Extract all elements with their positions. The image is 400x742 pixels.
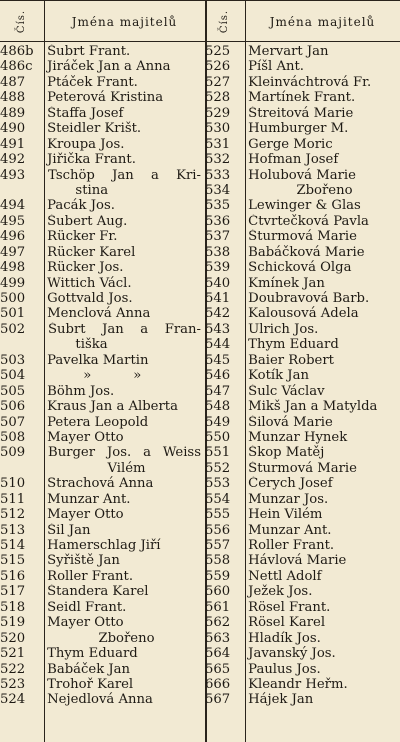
owner-name-word: a bbox=[151, 167, 159, 183]
house-number: 499 bbox=[0, 275, 26, 291]
left-register-column bbox=[0, 44, 205, 708]
table-row bbox=[0, 90, 205, 105]
table-row bbox=[205, 322, 400, 337]
owner-name: Kmínek Jan bbox=[248, 275, 325, 291]
table-row bbox=[205, 276, 400, 291]
owner-name bbox=[44, 445, 205, 460]
table-row bbox=[0, 507, 205, 522]
owner-name: stina bbox=[75, 182, 109, 198]
table-row bbox=[205, 44, 400, 59]
house-number: 535 bbox=[205, 198, 231, 214]
house-number: 561 bbox=[205, 599, 231, 615]
house-number: 527 bbox=[205, 74, 231, 90]
table-row bbox=[0, 121, 205, 136]
house-number: 541 bbox=[205, 291, 231, 306]
owner-name: Kroupa Jos. bbox=[47, 136, 125, 152]
owner-name: Munzar Ant. bbox=[47, 491, 131, 507]
table-row bbox=[0, 337, 205, 352]
owner-name: Peterová Kristina bbox=[47, 90, 164, 106]
owner-name: Píšl Ant. bbox=[248, 59, 304, 75]
table-row bbox=[0, 523, 205, 538]
owner-name: Šturmová Marie bbox=[248, 460, 357, 476]
table-row bbox=[205, 337, 400, 352]
house-number: 534 bbox=[205, 182, 231, 198]
owner-name: Jiráček Jan a Anna bbox=[47, 59, 171, 75]
house-number: 486c bbox=[0, 59, 33, 75]
table-row bbox=[0, 430, 205, 445]
table-row bbox=[0, 276, 205, 291]
owner-name: Strachová Anna bbox=[47, 476, 154, 492]
owner-name: Roller Frant. bbox=[47, 568, 134, 584]
house-number: 503 bbox=[0, 352, 26, 368]
owner-name: Čerych Josef bbox=[248, 476, 333, 492]
table-row bbox=[0, 353, 205, 368]
owner-name: Hájek Jan bbox=[248, 692, 314, 708]
house-number: 559 bbox=[205, 568, 231, 584]
owner-name: Mikš Jan a Matylda bbox=[248, 399, 378, 415]
house-number: 520 bbox=[0, 630, 26, 646]
table-row bbox=[205, 306, 400, 321]
owner-name-word: Tschöp bbox=[48, 167, 95, 183]
house-number: 521 bbox=[0, 646, 26, 662]
house-number: 522 bbox=[0, 661, 26, 677]
table-row bbox=[0, 631, 205, 646]
owner-name: Šubert Aug. bbox=[47, 213, 128, 229]
house-number: 493 bbox=[0, 167, 26, 183]
owner-name: Hamerschlag Jiří bbox=[47, 538, 161, 553]
table-row bbox=[205, 430, 400, 445]
owner-name: Šturmová Marie bbox=[248, 229, 357, 245]
table-row bbox=[0, 368, 205, 383]
house-number: 544 bbox=[205, 337, 231, 353]
owner-name: Zbořeno bbox=[98, 630, 155, 646]
house-number: 512 bbox=[0, 507, 26, 523]
house-number: 505 bbox=[0, 383, 26, 399]
owner-name: Pacák Jos. bbox=[47, 198, 115, 214]
owner-name: Baier Robert bbox=[248, 352, 334, 368]
house-number: 551 bbox=[205, 445, 231, 461]
owner-name: Rücker Jos. bbox=[47, 260, 124, 276]
owner-name: » » bbox=[83, 368, 142, 384]
house-number: 539 bbox=[205, 260, 231, 276]
house-number: 555 bbox=[205, 507, 231, 523]
house-number: 494 bbox=[0, 198, 26, 214]
owner-name: Ježek Jos. bbox=[248, 584, 313, 600]
house-number: 497 bbox=[0, 244, 26, 260]
owner-name: Hofman Josef bbox=[248, 152, 339, 168]
house-number bbox=[0, 183, 35, 198]
house-number: 540 bbox=[205, 275, 231, 291]
table-row bbox=[0, 306, 205, 321]
house-number bbox=[0, 461, 44, 476]
table-row bbox=[205, 90, 400, 105]
table-row bbox=[205, 137, 400, 152]
owner-name: Rücker Karel bbox=[47, 244, 136, 260]
owner-name: Menclová Anna bbox=[47, 306, 151, 322]
owner-name-word: Burger bbox=[48, 445, 96, 461]
owner-name: Lewinger & Glas bbox=[248, 198, 361, 214]
owner-name: Vilém bbox=[107, 460, 146, 476]
house-number: 547 bbox=[205, 383, 231, 399]
owner-name: Mayer Otto bbox=[47, 507, 124, 523]
house-number: 562 bbox=[205, 615, 231, 631]
table-row bbox=[0, 291, 205, 306]
owner-name: Štaffa Josef bbox=[47, 105, 124, 121]
table-row bbox=[205, 399, 400, 414]
table-row bbox=[205, 152, 400, 167]
house-number: 490 bbox=[0, 121, 26, 137]
number-column-header-left: Čís. bbox=[16, 9, 28, 34]
owner-name-word: Jos. bbox=[106, 445, 132, 461]
house-number: 560 bbox=[205, 584, 231, 600]
owner-name: Thym Eduard bbox=[47, 646, 138, 662]
house-number: 509 bbox=[0, 445, 26, 461]
house-number: 508 bbox=[0, 429, 26, 445]
house-number: 523 bbox=[0, 676, 26, 692]
owner-name: Škop Matěj bbox=[248, 445, 325, 461]
house-number: 514 bbox=[0, 538, 26, 553]
house-number: 565 bbox=[205, 661, 231, 677]
house-number: 548 bbox=[205, 399, 231, 415]
house-number: 542 bbox=[205, 306, 231, 322]
table-row bbox=[0, 399, 205, 414]
house-number: 530 bbox=[205, 121, 231, 137]
house-number: 563 bbox=[205, 630, 231, 646]
house-number: 554 bbox=[205, 491, 231, 507]
table-row bbox=[205, 183, 400, 198]
owner-name: Ptáček Frant. bbox=[47, 74, 138, 90]
owner-name bbox=[44, 322, 205, 337]
owner-name: tiška bbox=[75, 337, 108, 353]
house-number: 545 bbox=[205, 352, 231, 368]
owner-name: Gottvald Jos. bbox=[47, 291, 133, 306]
house-number: 666 bbox=[205, 676, 231, 692]
owner-name-word: Šubrt bbox=[48, 321, 86, 337]
owner-name: Mervart Jan bbox=[248, 44, 329, 59]
owner-name bbox=[44, 168, 205, 183]
owner-name: Munzar Hynek bbox=[248, 429, 348, 445]
house-number: 506 bbox=[0, 399, 26, 415]
table-row bbox=[205, 106, 400, 121]
table-row bbox=[205, 631, 400, 646]
owner-name: Hein Vilém bbox=[248, 507, 323, 523]
owner-name: Martínek Frant. bbox=[248, 90, 356, 106]
table-row bbox=[0, 152, 205, 167]
table-row bbox=[0, 492, 205, 507]
house-number: 517 bbox=[0, 584, 26, 600]
table-row bbox=[0, 476, 205, 491]
house-number: 519 bbox=[0, 615, 26, 631]
house-number: 507 bbox=[0, 414, 26, 430]
owner-name: Gerge Moric bbox=[248, 136, 333, 152]
house-number: 524 bbox=[0, 692, 26, 708]
owner-name: Pavelka Martin bbox=[47, 352, 149, 368]
owner-name: Nettl Adolf bbox=[248, 568, 322, 584]
table-row bbox=[205, 615, 400, 630]
table-row bbox=[205, 198, 400, 213]
house-number: 515 bbox=[0, 553, 26, 569]
name-column-header-left: Jména majitelů bbox=[71, 14, 178, 29]
owner-name: Babáček Jan bbox=[47, 661, 131, 677]
name-column-header-right: Jména majitelů bbox=[269, 14, 376, 29]
table-row bbox=[0, 44, 205, 59]
table-row bbox=[205, 553, 400, 568]
owner-name-word: Kri- bbox=[176, 167, 201, 183]
table-row bbox=[0, 245, 205, 260]
house-number: 550 bbox=[205, 429, 231, 445]
owner-name: Trohoř Karel bbox=[47, 676, 134, 692]
owner-name: Humburger M. bbox=[248, 121, 349, 137]
table-row bbox=[205, 646, 400, 661]
owner-name: Mayer Otto bbox=[47, 615, 124, 631]
table-row bbox=[0, 692, 205, 707]
house-number: 538 bbox=[205, 244, 231, 260]
house-number: 516 bbox=[0, 568, 26, 584]
house-number: 492 bbox=[0, 152, 26, 168]
table-row bbox=[205, 168, 400, 183]
house-number: 553 bbox=[205, 476, 231, 492]
house-number: 552 bbox=[205, 460, 231, 476]
house-number: 546 bbox=[205, 368, 231, 384]
table-row bbox=[0, 260, 205, 275]
house-number: 495 bbox=[0, 213, 26, 229]
owner-name: Mayer Otto bbox=[47, 429, 124, 445]
table-row bbox=[0, 137, 205, 152]
house-number: 533 bbox=[205, 167, 231, 183]
table-row bbox=[205, 260, 400, 275]
owner-name: Štandera Karel bbox=[47, 584, 149, 600]
owner-name-word: a bbox=[143, 445, 151, 461]
owner-name: Roller Frant. bbox=[248, 538, 335, 553]
owner-name: Steidler Krišt. bbox=[47, 121, 142, 137]
house-number: 526 bbox=[205, 59, 231, 75]
table-row bbox=[0, 75, 205, 90]
owner-name: Paulus Jos. bbox=[248, 661, 321, 677]
house-number: 558 bbox=[205, 553, 231, 569]
table-row bbox=[0, 415, 205, 430]
table-row bbox=[205, 415, 400, 430]
house-number: 489 bbox=[0, 105, 26, 121]
owner-name: Syřiště Jan bbox=[47, 553, 120, 569]
table-row bbox=[205, 353, 400, 368]
owner-name: Kraus Jan a Alberta bbox=[47, 399, 178, 415]
house-number: 537 bbox=[205, 229, 231, 245]
table-row bbox=[205, 214, 400, 229]
table-row bbox=[205, 584, 400, 599]
house-number: 564 bbox=[205, 646, 231, 662]
owner-name: Šulc Václav bbox=[248, 383, 325, 399]
owner-name: Rücker Fr. bbox=[47, 229, 118, 245]
table-row bbox=[205, 229, 400, 244]
house-number: 513 bbox=[0, 522, 26, 538]
table-row bbox=[0, 229, 205, 244]
table-row bbox=[205, 538, 400, 553]
owner-name: Böhm Jos. bbox=[47, 383, 115, 399]
table-row bbox=[205, 75, 400, 90]
owner-name: Hávlová Marie bbox=[248, 553, 347, 569]
owner-name: Rösel Karel bbox=[248, 615, 326, 631]
owner-name: Jiřička Frant. bbox=[47, 152, 136, 168]
owner-name: Šubrt Frant. bbox=[47, 44, 131, 59]
house-number: 501 bbox=[0, 306, 26, 322]
table-row bbox=[0, 461, 205, 476]
owner-name: Kotík Jan bbox=[248, 368, 309, 384]
table-row bbox=[0, 600, 205, 615]
table-row bbox=[0, 322, 205, 337]
table-header bbox=[0, 0, 400, 42]
owner-name: Kleandr Heřm. bbox=[248, 676, 348, 692]
table-row bbox=[205, 492, 400, 507]
table-row bbox=[205, 368, 400, 383]
owner-name: Javanský Jos. bbox=[248, 646, 336, 662]
table-row bbox=[205, 461, 400, 476]
table-row bbox=[205, 523, 400, 538]
owner-name: Doubravová Barb. bbox=[248, 291, 370, 306]
owner-name: Thym Eduard bbox=[248, 337, 339, 353]
owner-name-word: Jan bbox=[112, 167, 134, 183]
owner-name: Munzar Ant. bbox=[248, 522, 332, 538]
table-row bbox=[205, 476, 400, 491]
house-number bbox=[0, 337, 35, 352]
house-number: 518 bbox=[0, 599, 26, 615]
owner-name-word: Jan bbox=[102, 321, 124, 337]
table-row bbox=[205, 291, 400, 306]
owner-name: Rösel Frant. bbox=[248, 599, 331, 615]
table-row bbox=[0, 646, 205, 661]
table-row bbox=[0, 615, 205, 630]
table-row bbox=[0, 198, 205, 213]
owner-name: Zbořeno bbox=[296, 182, 353, 198]
table-row bbox=[0, 553, 205, 568]
owner-name-word: Weiss bbox=[162, 445, 201, 461]
house-number: 531 bbox=[205, 136, 231, 152]
house-number: 543 bbox=[205, 321, 231, 337]
owner-name: Šilová Marie bbox=[248, 414, 333, 430]
owner-name: Hladík Jos. bbox=[248, 630, 321, 646]
table-row bbox=[205, 600, 400, 615]
table-row bbox=[205, 507, 400, 522]
table-row bbox=[205, 445, 400, 460]
house-number: 532 bbox=[205, 152, 231, 168]
house-number: 511 bbox=[0, 491, 26, 507]
table-row bbox=[0, 584, 205, 599]
table-row bbox=[0, 384, 205, 399]
owner-name: Seidl Frant. bbox=[47, 599, 127, 615]
house-number: 486b bbox=[0, 44, 34, 59]
house-number: 504 bbox=[0, 368, 26, 384]
owner-name: Babáčková Marie bbox=[248, 244, 365, 260]
house-number: 488 bbox=[0, 90, 26, 106]
house-number: 549 bbox=[205, 414, 231, 430]
owner-name: Čtvrtečková Pavla bbox=[248, 213, 369, 229]
table-row bbox=[205, 569, 400, 584]
table-row bbox=[205, 121, 400, 136]
table-row bbox=[0, 569, 205, 584]
table-row bbox=[205, 677, 400, 692]
owner-name: Nejedlová Anna bbox=[47, 692, 153, 708]
table-row bbox=[0, 445, 205, 460]
owner-name: Ulrich Jos. bbox=[248, 321, 319, 337]
right-register-column bbox=[205, 44, 400, 708]
house-number: 496 bbox=[0, 229, 26, 245]
table-row bbox=[0, 677, 205, 692]
owner-name-word: a bbox=[140, 321, 149, 337]
table-row bbox=[0, 59, 205, 74]
table-row bbox=[205, 692, 400, 707]
table-row bbox=[0, 183, 205, 198]
number-column-header-right: Čís. bbox=[219, 9, 231, 34]
table-row bbox=[205, 245, 400, 260]
house-number: 536 bbox=[205, 213, 231, 229]
owner-name: Schicková Olga bbox=[248, 260, 352, 276]
owner-name: Munzar Jos. bbox=[248, 491, 329, 507]
owner-name: Štreitová Marie bbox=[248, 105, 354, 121]
house-number: 557 bbox=[205, 538, 231, 553]
owner-name: Petera Leopold bbox=[47, 414, 149, 430]
owner-name: Kleinváchtrová Fr. bbox=[248, 74, 372, 90]
house-number: 487 bbox=[0, 74, 26, 90]
owner-name: Wittich Václ. bbox=[47, 275, 132, 291]
table-row bbox=[0, 662, 205, 677]
house-number: 498 bbox=[0, 260, 26, 276]
house-number: 567 bbox=[205, 692, 231, 708]
house-number: 510 bbox=[0, 476, 26, 492]
owner-name: Šil Jan bbox=[47, 522, 91, 538]
table-row bbox=[0, 538, 205, 553]
house-number: 500 bbox=[0, 291, 26, 306]
table-row bbox=[205, 384, 400, 399]
house-number: 502 bbox=[0, 321, 26, 337]
house-number: 529 bbox=[205, 105, 231, 121]
house-number: 525 bbox=[205, 44, 231, 59]
house-number: 556 bbox=[205, 522, 231, 538]
table-row bbox=[205, 662, 400, 677]
house-number: 491 bbox=[0, 136, 26, 152]
table-row bbox=[205, 59, 400, 74]
table-row bbox=[0, 106, 205, 121]
table-row bbox=[0, 214, 205, 229]
table-row bbox=[0, 168, 205, 183]
house-number: 528 bbox=[205, 90, 231, 106]
owner-name: Kalousová Adela bbox=[248, 306, 359, 322]
owner-name: Holubová Marie bbox=[248, 167, 356, 183]
owner-name-word: Fran- bbox=[164, 321, 201, 337]
